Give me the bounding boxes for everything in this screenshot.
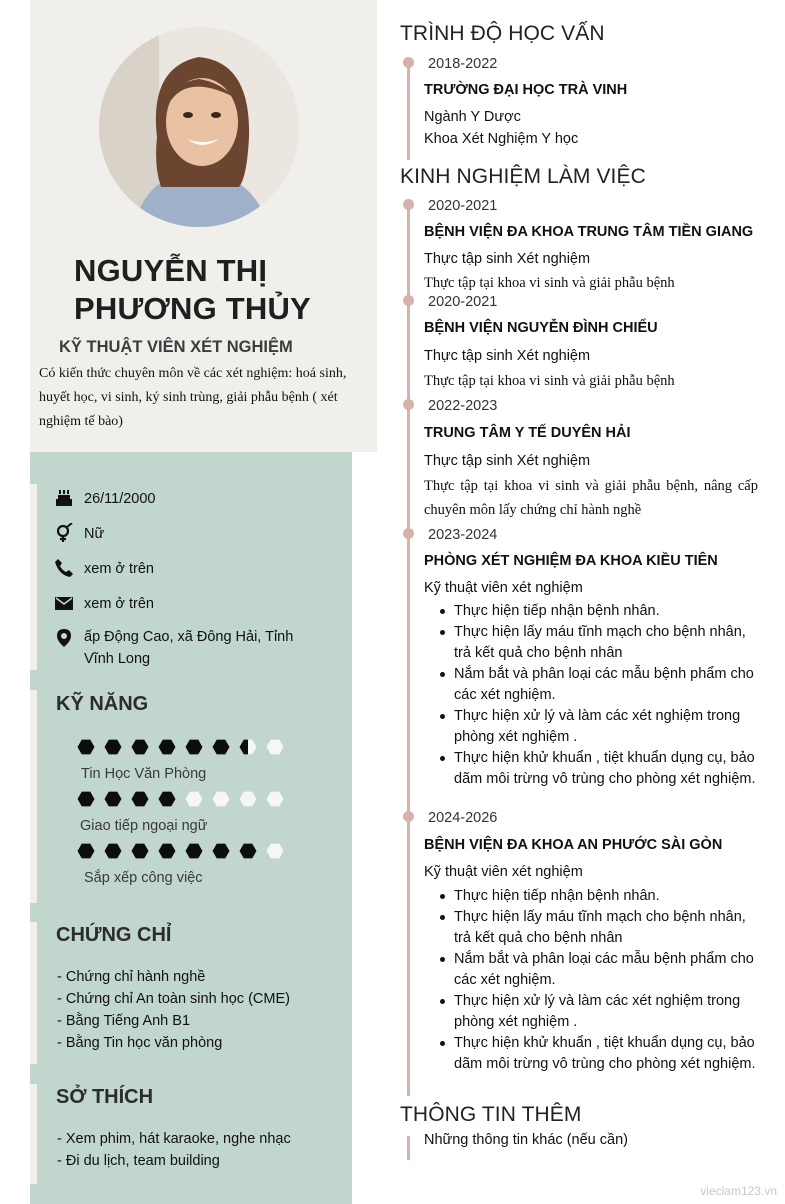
- full-name: [74, 252, 311, 328]
- experience-org: BỆNH VIỆN NGUYỄN ĐÌNH CHIỂU: [424, 320, 658, 336]
- extra-info-title: THÔNG TIN THÊM: [400, 1103, 582, 1126]
- skill-hex-filled: [213, 740, 230, 755]
- mail-icon: [54, 593, 74, 613]
- skill-name-organizing: Sắp xếp công việc: [84, 870, 203, 886]
- skill-hex-filled: [159, 740, 176, 755]
- duty-item: Thực hiện xử lý và làm các xét nghiệm trong phòng xét nghiệm .: [454, 991, 758, 1033]
- timeline-dot: [403, 199, 414, 210]
- experience-date: 2023-2024: [428, 527, 498, 543]
- hobby-item: - Đi du lịch, team building: [57, 1153, 220, 1169]
- experience-duties: [454, 886, 758, 1075]
- skill-rating-office: [77, 739, 289, 755]
- experience-desc: Thực tập tại khoa vi sinh và giải phẫu bệnh: [424, 275, 675, 291]
- duty-item: Nắm bắt và phân loại các mẫu bệnh phẩm cho các xét nghiệm.: [454, 949, 758, 991]
- gender-value: Nữ: [84, 526, 105, 542]
- skill-hex-filled: [105, 740, 122, 755]
- skill-hex-filled: [159, 844, 176, 859]
- skill-hex-empty: [213, 792, 230, 807]
- skill-hex-filled: [159, 792, 176, 807]
- job-title: KỸ THUẬT VIÊN XÉT NGHIỆM: [59, 338, 293, 356]
- name-line-2: PHƯƠNG THỦY: [74, 291, 311, 326]
- skill-hex-filled: [78, 740, 95, 755]
- skills-title: KỸ NĂNG: [56, 693, 149, 715]
- skill-hex-empty: [267, 844, 284, 859]
- watermark: vieclam123.vn: [700, 1184, 777, 1198]
- duty-item: Nắm bắt và phân loại các mẫu bệnh phẩm cho các xét nghiệm.: [454, 664, 758, 706]
- experience-org: BỆNH VIỆN ĐA KHOA TRUNG TÂM TIỀN GIANG: [424, 224, 754, 240]
- experience-timeline: [407, 203, 410, 1096]
- timeline-dot: [403, 399, 414, 410]
- hobby-item: - Xem phim, hát karaoke, nghe nhạc: [57, 1131, 291, 1147]
- certificates-accent-bar: [30, 922, 37, 1064]
- duty-item: Thực hiện tiếp nhận bệnh nhân.: [454, 886, 758, 907]
- birthday-value: 26/11/2000: [84, 491, 156, 507]
- experience-date: 2024-2026: [428, 810, 498, 826]
- cake-icon: [54, 488, 74, 508]
- timeline-dot: [403, 811, 414, 822]
- duty-item: Thực hiện khử khuẩn , tiệt khuẩn dụng cụ, bảo dãm môi trừng vô trùng cho phòng xét nghiệm.: [454, 748, 758, 790]
- skill-hex-filled: [132, 792, 149, 807]
- extra-info-accent: [407, 1136, 410, 1160]
- extra-info-text: Những thông tin khác (nếu cần): [424, 1132, 628, 1148]
- education-major: Ngành Y Dược: [424, 109, 521, 125]
- education-timeline: [407, 60, 410, 160]
- education-title: TRÌNH ĐỘ HỌC VẤN: [400, 22, 605, 45]
- skill-hex-filled: [105, 844, 122, 859]
- experience-role: Thực tập sinh Xét nghiệm: [424, 348, 591, 364]
- skills-accent-bar: [30, 690, 37, 903]
- certificate-item: - Chứng chỉ hành nghề: [57, 969, 206, 985]
- experience-org: PHÒNG XÉT NGHIỆM ĐA KHOA KIỀU TIÊN: [424, 553, 718, 569]
- duty-item: Thực hiện xử lý và làm các xét nghiệm trong phòng xét nghiệm .: [454, 706, 758, 748]
- location-icon: [54, 628, 74, 648]
- skill-hex-empty: [240, 792, 257, 807]
- experience-role: Thực tập sinh Xét nghiệm: [424, 251, 591, 267]
- certificate-item: - Chứng chỉ An toàn sinh học (CME): [57, 991, 290, 1007]
- sidebar-top-margin: [4, 0, 30, 150]
- skill-hex-filled: [132, 844, 149, 859]
- timeline-dot: [403, 57, 414, 68]
- hobbies-title: SỞ THÍCH: [56, 1086, 154, 1108]
- education-date: 2018-2022: [428, 56, 498, 72]
- skill-hex-filled: [186, 844, 203, 859]
- skill-name-language: Giao tiếp ngoại ngữ: [80, 818, 208, 834]
- phone-icon: [54, 558, 74, 578]
- experience-duties: [454, 601, 758, 790]
- experience-org: BỆNH VIỆN ĐA KHOA AN PHƯỚC SÀI GÒN: [424, 837, 723, 853]
- skill-hex-filled: [78, 844, 95, 859]
- experience-role: Kỹ thuật viên xét nghiệm: [424, 864, 583, 880]
- phone-value: xem ở trên: [84, 561, 154, 577]
- experience-desc: Thực tập tại khoa vi sinh và giải phẫu bệnh: [424, 373, 675, 389]
- skill-hex-empty: [267, 792, 284, 807]
- experience-org: TRUNG TÂM Y TẾ DUYÊN HẢI: [424, 425, 631, 441]
- email-value: xem ở trên: [84, 596, 154, 612]
- hobbies-list: [57, 1128, 291, 1172]
- experience-date: 2020-2021: [428, 294, 498, 310]
- education-school: TRƯỜNG ĐẠI HỌC TRÀ VINH: [424, 82, 628, 98]
- skill-hex-empty: [186, 792, 203, 807]
- experience-role: Kỹ thuật viên xét nghiệm: [424, 580, 583, 596]
- experience-desc: Thực tập tại khoa vi sinh và giải phẫu bệnh, nâng cấp chuyên môn lấy chứng chỉ hành nghề: [424, 478, 758, 518]
- name-line-1: NGUYỄN THỊ: [74, 253, 268, 288]
- duty-item: Thực hiện lấy máu tĩnh mạch cho bệnh nhân, trả kết quả cho bệnh nhân: [454, 907, 758, 949]
- hobbies-accent-bar: [30, 1084, 37, 1184]
- contact-accent-bar: [30, 484, 37, 670]
- duty-item: Thực hiện khử khuẩn , tiệt khuẩn dụng cụ, bảo dãm môi trừng vô trùng cho phòng xét nghiệm.: [454, 1033, 758, 1075]
- certificates-title: CHỨNG CHỈ: [56, 924, 172, 946]
- career-summary: Có kiến thức chuyên môn về các xét nghiệm: hoá sinh, huyết học, vi sinh, ký sinh trùng, giải phẫu bệnh ( xét nghiệm tế bào): [39, 366, 347, 429]
- gender-icon: [54, 523, 74, 543]
- education-faculty: Khoa Xét Nghiệm Y học: [424, 131, 579, 147]
- duty-item: Thực hiện tiếp nhận bệnh nhân.: [454, 601, 758, 622]
- experience-title: KINH NGHIỆM LÀM VIỆC: [400, 165, 646, 188]
- skill-hex-filled: [186, 740, 203, 755]
- experience-role: Thực tập sinh Xét nghiệm: [424, 453, 591, 469]
- skill-hex-filled: [78, 792, 95, 807]
- certificates-list: [57, 966, 290, 1054]
- skill-name-office: Tin Học Văn Phòng: [81, 766, 207, 782]
- timeline-dot: [403, 295, 414, 306]
- duty-item: Thực hiện lấy máu tĩnh mạch cho bệnh nhân, trả kết quả cho bệnh nhân: [454, 622, 758, 664]
- skill-hex-empty: [267, 740, 284, 755]
- avatar: [99, 27, 299, 227]
- skill-rating-organizing: [77, 843, 289, 859]
- skill-hex-filled: [132, 740, 149, 755]
- experience-date: 2022-2023: [428, 398, 498, 414]
- certificate-item: - Bằng Tiếng Anh B1: [57, 1013, 191, 1029]
- skill-rating-language: [77, 791, 289, 807]
- experience-date: 2020-2021: [428, 198, 498, 214]
- timeline-dot: [403, 528, 414, 539]
- address-value: ấp Động Cao, xã Đông Hải, Tỉnh Vĩnh Long: [84, 629, 294, 667]
- skill-hex-filled: [240, 844, 257, 859]
- skill-hex-filled: [105, 792, 122, 807]
- skill-hex-filled: [213, 844, 230, 859]
- certificate-item: - Bằng Tin học văn phòng: [57, 1035, 223, 1051]
